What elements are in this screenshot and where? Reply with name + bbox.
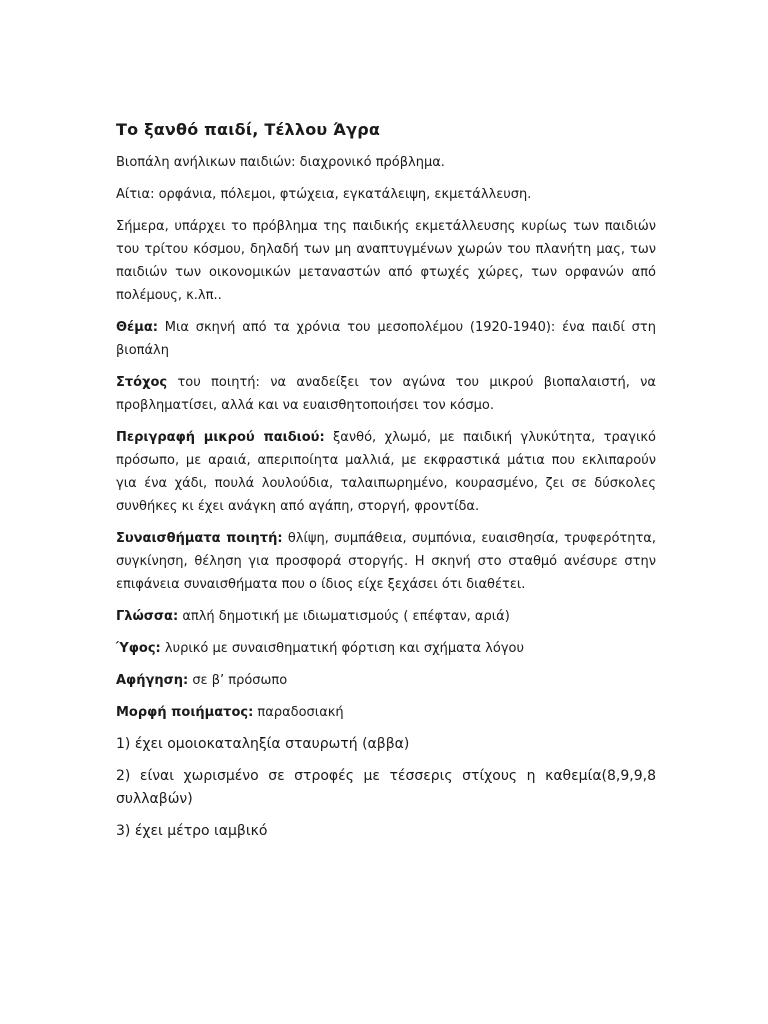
form-text: παραδοσιακή — [253, 705, 344, 720]
form-point-2: 2) είναι χωρισμένο σε στροφές με τέσσερις στίχους η καθεμία(8,9,9,8 συλλαβών) — [116, 768, 656, 807]
theme-text: Μια σκηνή από τα χρόνια του μεσοπολέμου (1920-1940): ένα παιδί στη βιοπάλη — [116, 320, 656, 358]
language-label: Γλώσσα: — [116, 609, 179, 624]
narration-text: σε β’ πρόσωπο — [188, 673, 288, 688]
language-paragraph — [116, 605, 656, 628]
narration-paragraph — [116, 669, 656, 692]
description-paragraph — [116, 426, 656, 518]
goal-paragraph — [116, 371, 656, 417]
description-text: ξανθό, χλωμό, με παιδική γλυκύτητα, τραγικό πρόσωπο, με αραιά, απεριποίητα μαλλιά, με εκφραστικά μάτια που εκλιπαρούν για ένα χάδι, πουλά λουλούδια, ταλαιπωρημένο, κουρασμένο, ζει σε δύσκολες συνθήκες κι έχει ανάγκη από αγάπη, στοργή, φροντίδα. — [116, 430, 656, 514]
description-label: Περιγραφή μικρού παιδιού: — [116, 430, 325, 445]
document-page — [116, 120, 656, 852]
style-text: λυρικό με συναισθηματική φόρτιση και σχήματα λόγου — [160, 641, 525, 656]
feelings-text: θλίψη, συμπάθεια, συμπόνια, ευαισθησία, τρυφερότητα, συγκίνηση, θέληση για προσφορά στοργής. Η σκηνή στο σταθμό ανέσυρε στην επιφάνεια συναισθήματα που ο ίδιος είχε ξεχάσει ότι διαθέτει. — [116, 531, 656, 592]
goal-label: Στόχος — [116, 375, 168, 390]
style-paragraph — [116, 637, 656, 660]
theme-paragraph — [116, 316, 656, 362]
narration-label: Αφήγηση: — [116, 673, 189, 688]
form-point-3: 3) έχει μέτρο ιαμβικό — [116, 823, 268, 839]
today-paragraph: Σήμερα, υπάρχει το πρόβλημα της παιδικής εκμετάλλευσης κυρίως των παιδιών του τρίτου κόσμου, δηλαδή των μη αναπτυγμένων χωρών του πλανήτη μας, των παιδιών των οικονομικών μεταναστών από φτωχές χώρες, των ορφανών από πολέμους, κ.λπ.. — [116, 219, 656, 303]
feelings-label: Συναισθήματα ποιητή: — [116, 531, 283, 546]
theme-label: Θέμα: — [116, 320, 158, 335]
language-text: απλή δημοτική με ιδιωματισμούς ( επέφταν, αριά) — [178, 609, 510, 624]
form-label: Μορφή ποιήματος: — [116, 705, 254, 720]
intro-line: Βιοπάλη ανήλικων παιδιών: διαχρονικό πρόβλημα. — [116, 155, 445, 170]
style-label: Ύφος: — [116, 641, 161, 656]
form-paragraph — [116, 701, 656, 724]
feelings-paragraph — [116, 527, 656, 596]
causes-line: Αίτια: ορφάνια, πόλεμοι, φτώχεια, εγκατάλειψη, εκμετάλλευση. — [116, 187, 532, 202]
goal-text: του ποιητή: να αναδείξει τον αγώνα του μικρού βιοπαλαιστή, να προβληματίσει, αλλά και να ευαισθητοποιήσει τον κόσμο. — [116, 375, 656, 413]
document-title: Το ξανθό παιδί, Τέλλου Άγρα — [116, 120, 381, 139]
form-point-1: 1) έχει ομοιοκαταληξία σταυρωτή (αββα) — [116, 736, 410, 752]
